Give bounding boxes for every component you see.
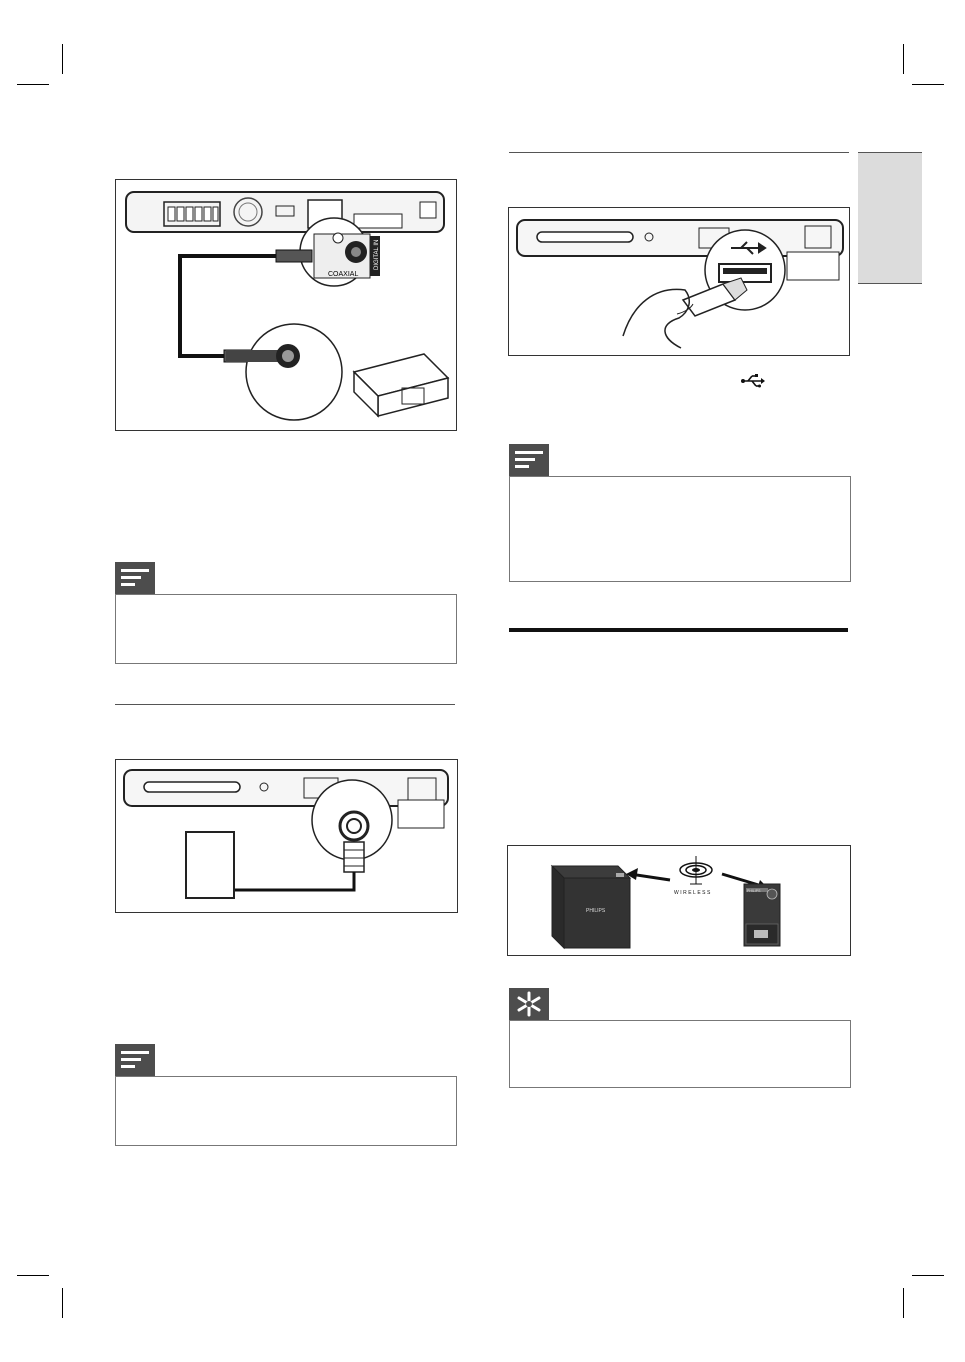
- section-divider-thick: [509, 628, 848, 632]
- wireless-icon: [680, 856, 712, 884]
- section-divider: [509, 152, 849, 153]
- note-lines-icon: [115, 562, 155, 594]
- crop-mark: [912, 84, 944, 85]
- note-box: [115, 594, 457, 664]
- crop-mark: [62, 44, 63, 74]
- coaxial-connection-figure: [115, 179, 457, 431]
- coaxial-port-label: COAXIAL: [328, 271, 359, 278]
- front-usb-connection-figure: [508, 207, 850, 356]
- section-divider: [115, 704, 455, 705]
- wireless-label: WIRELESS: [674, 890, 712, 896]
- front-av-connection-figure: [115, 759, 458, 913]
- wireless-setup-figure: [507, 845, 851, 956]
- tip-box: [509, 1020, 851, 1088]
- language-side-tab: [858, 152, 922, 284]
- crop-mark: [903, 44, 904, 74]
- note-tab: [115, 562, 155, 594]
- crop-mark: [912, 1275, 944, 1276]
- usb-icon: [740, 373, 766, 389]
- note-box: [115, 1076, 457, 1146]
- note-tab: [509, 444, 549, 476]
- digital-in-label: DIGITAL IN: [374, 239, 380, 270]
- note-lines-icon: [115, 1044, 155, 1076]
- brand-left: PHILIPS: [586, 908, 606, 914]
- crop-mark: [17, 1275, 49, 1276]
- crop-mark: [903, 1288, 904, 1318]
- note-tab: [115, 1044, 155, 1076]
- note-lines-icon: [509, 444, 549, 476]
- crop-mark: [17, 84, 49, 85]
- tip-tab: [509, 988, 549, 1020]
- note-box: [509, 476, 851, 582]
- brand-right: PHILIPS: [747, 889, 761, 893]
- asterisk-icon: [509, 988, 549, 1020]
- crop-mark: [62, 1288, 63, 1318]
